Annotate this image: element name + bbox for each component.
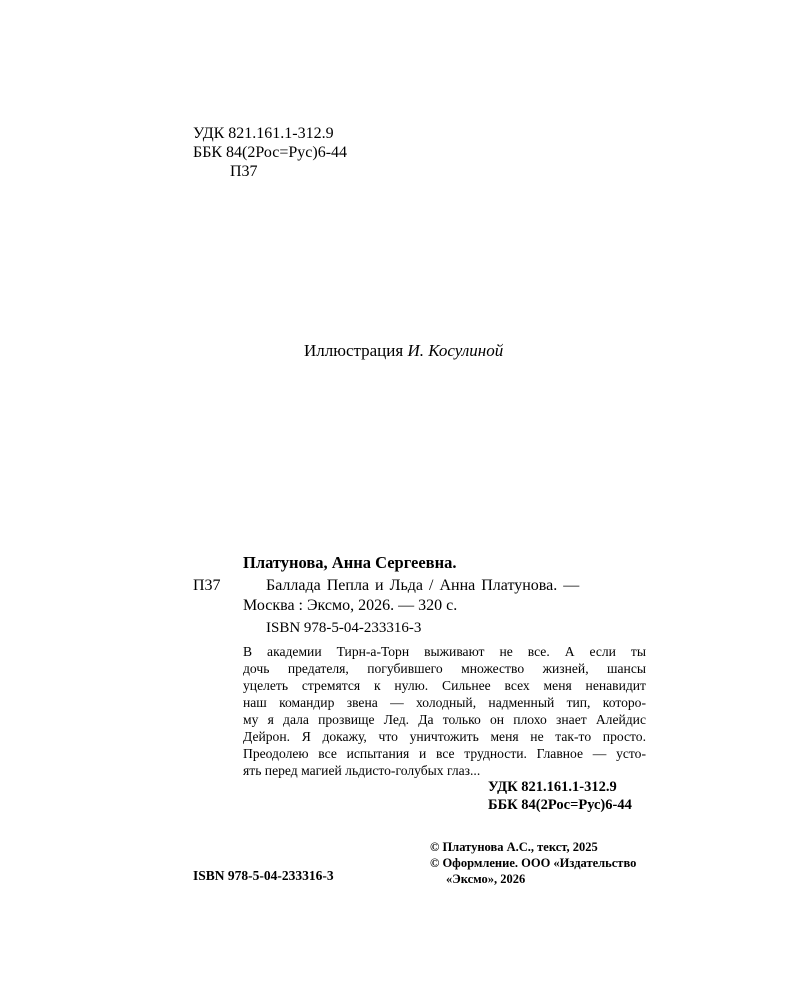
annotation-line: уцелеть стремятся к нулю. Сильнее всех меня ненавидит (243, 678, 646, 693)
classification-bottom (488, 778, 632, 814)
record-title-line2: Москва : Эксмо, 2026. — 320 с. (243, 597, 458, 614)
annotation-line: Преодолею все испытания и все трудности. Главное — усто- (243, 746, 646, 761)
annotation-line: ять перед магией льдисто-голубых глаз... (243, 763, 481, 778)
classification-top (193, 124, 347, 181)
record-author: Платунова, Анна Сергеевна. (243, 553, 457, 572)
record-title-line1: Баллада Пепла и Льда / Анна Платунова. — (266, 577, 580, 594)
isbn-bottom: ISBN 978-5-04-233316-3 (193, 868, 334, 883)
bbk-code: ББК 84(2Рос=Рус)6-44 (193, 144, 348, 161)
illustration-artist: И. Косулиной (407, 341, 504, 360)
copyright-design: © Оформление. ООО «Издательство (430, 856, 637, 870)
bbk-code-bottom: ББК 84(2Рос=Рус)6-44 (488, 797, 632, 813)
udk-code: УДК 821.161.1-312.9 (193, 125, 334, 142)
copyright-text: © Платунова А.С., текст, 2025 (430, 840, 598, 854)
annotation-line: наш командир звена — холодный, надменный тип, которо- (243, 695, 646, 710)
annotation (243, 643, 646, 779)
illustration-prefix: Иллюстрация (304, 341, 404, 360)
copyright-block (430, 839, 636, 887)
copyright-publisher: «Эксмо», 2026 (446, 872, 526, 886)
record-isbn: ISBN 978-5-04-233316-3 (266, 620, 422, 636)
udk-code-bottom: УДК 821.161.1-312.9 (488, 779, 617, 795)
author-sign: П37 (230, 163, 258, 180)
record-author-sign: П37 (193, 577, 221, 594)
annotation-line: Дейрон. Я докажу, что уничтожить меня не так-то просто. (243, 729, 646, 744)
illustration-credit (304, 341, 503, 361)
annotation-line: му я дала прозвище Лед. Да только он плохо знает Алейдис (243, 712, 646, 727)
annotation-line: дочь предателя, погубившего множество жизней, шансы (243, 661, 646, 676)
annotation-line: В академии Тирн-а-Торн выживают не все. А если ты (243, 644, 646, 659)
